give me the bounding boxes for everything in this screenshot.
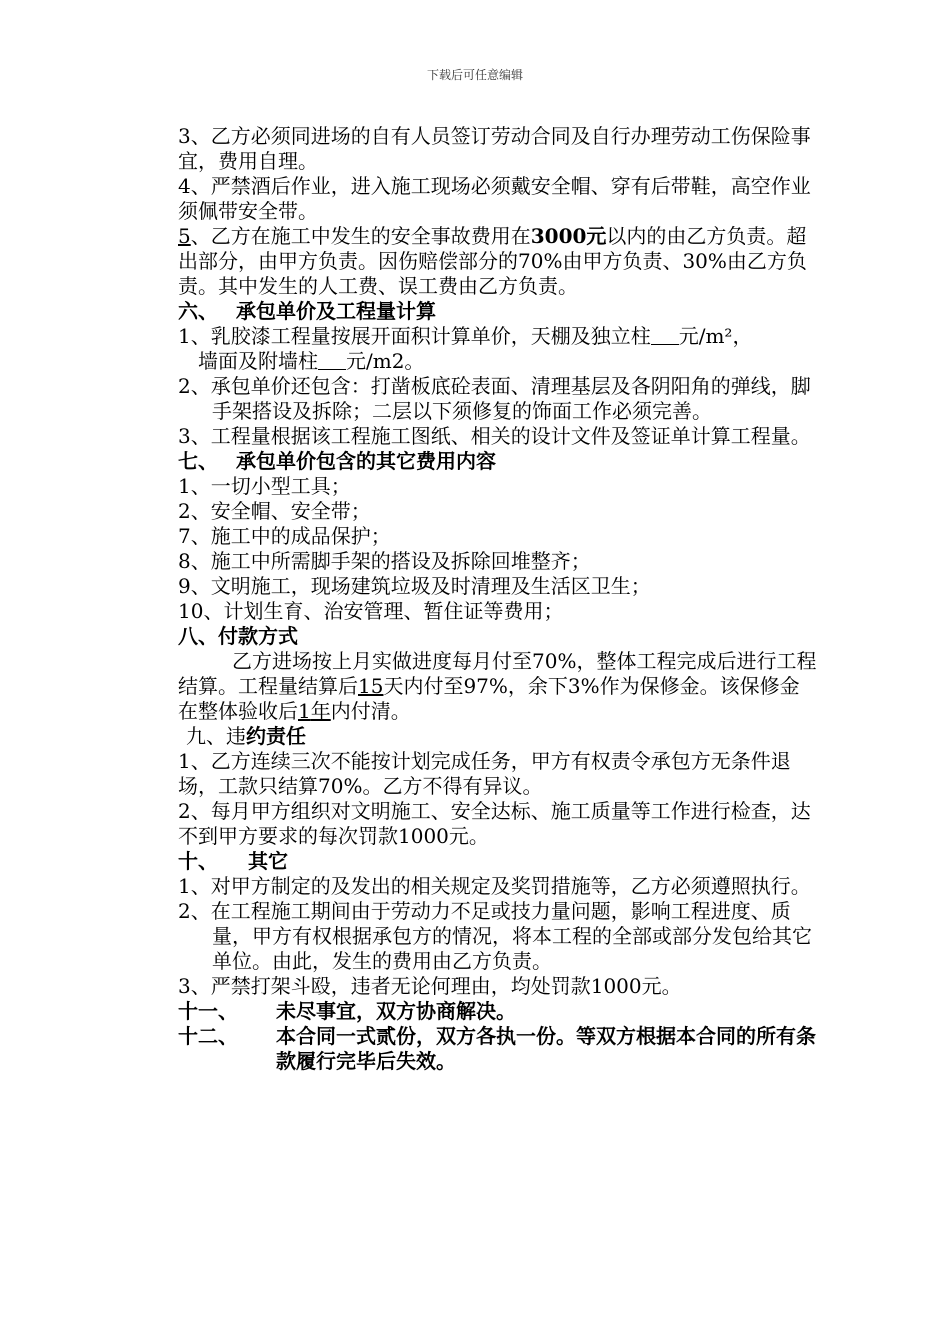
list-item: 9、文明施工，现场建筑垃圾及时清理及生活区卫生； bbox=[178, 574, 651, 598]
section-7-title: 承包单价包含的其它费用内容 bbox=[236, 449, 496, 473]
section-9-title-a: 九、违 bbox=[186, 724, 246, 748]
safety-item-4: 4、严禁酒后作业，进入施工现场必须戴安全帽、穿有后带鞋，高空作业须佩带安全带。 bbox=[178, 174, 811, 223]
section-9-item-1: 1、乙方连续三次不能按计划完成任务，甲方有权责令承包方无条件退场，工款只结算70%。乙方不得有异议。 bbox=[178, 749, 791, 798]
section-6-title: 承包单价及工程量计算 bbox=[236, 299, 436, 323]
section-10-heading bbox=[178, 849, 818, 874]
section-8-paragraph bbox=[178, 649, 818, 724]
page-header-note: 下载后可任意编辑 bbox=[426, 68, 523, 82]
safety-item-3: 3、乙方必须同进场的自有人员签订劳动合同及自行办理劳动工伤保险事宜，费用自理。 bbox=[178, 124, 811, 173]
section-9-item-2: 2、每月甲方组织对文明施工、安全达标、施工质量等工作进行检查，达不到甲方要求的每次罚款1000元。 bbox=[178, 799, 811, 848]
list-item: 8、施工中所需脚手架的搭设及拆除回堆整齐； bbox=[178, 549, 591, 573]
contract-body bbox=[178, 124, 818, 1074]
section-8-heading: 八、付款方式 bbox=[178, 624, 298, 648]
list-item: 10、计划生育、治安管理、暂住证等费用； bbox=[178, 599, 564, 623]
price-blank-ceiling bbox=[651, 326, 679, 345]
section-9-title-b: 约责任 bbox=[246, 724, 306, 748]
section-10-number: 十、 bbox=[178, 849, 218, 873]
section-10-title: 其它 bbox=[248, 849, 288, 873]
section-11-text: 未尽事宜，双方协商解决。 bbox=[276, 999, 516, 1023]
section-12 bbox=[178, 1024, 818, 1074]
section-12-number: 十二、 bbox=[178, 1024, 238, 1048]
section-6-item-1-a: 1、乳胶漆工程量按展开面积计算单价，天棚及独立柱 bbox=[178, 324, 651, 348]
warranty-years: 1 bbox=[298, 699, 311, 723]
section-6-item-2: 2、承包单价还包含：打凿板底砼表面、清理基层及各阴阳角的弹线，脚手架搭设及拆除；二层以下须修复的饰面工作必须完善。 bbox=[178, 374, 811, 423]
section-10-item-2: 2、在工程施工期间由于劳动力不足或技力量问题，影响工程进度、质量，甲方有权根据承包方的情况，将本工程的全部或部分发包给其它单位。由此，发生的费用由乙方负责。 bbox=[178, 899, 812, 973]
section-6-item-1-d: 元/m2。 bbox=[346, 349, 425, 373]
section-10-item-3: 3、严禁打架斗殴，违者无论何理由，均处罚款1000元。 bbox=[178, 974, 682, 998]
section-11 bbox=[178, 999, 818, 1024]
section-6-item-1 bbox=[178, 324, 818, 374]
price-blank-wall bbox=[318, 351, 346, 370]
section-6-heading bbox=[178, 299, 818, 324]
safety-amount: 3000元 bbox=[530, 224, 607, 248]
section-11-number: 十一、 bbox=[178, 999, 238, 1023]
section-8-text-d: 内付清。 bbox=[330, 699, 411, 723]
section-6-item-3: 3、工程量根据该工程施工图纸、相关的设计文件及签证单计算工程量。 bbox=[178, 424, 811, 448]
section-6-item-1-b: 元/m²， bbox=[678, 324, 753, 348]
safety-item-5-text-a: 、乙方在施工中发生的安全事故费用在 bbox=[190, 224, 531, 248]
section-12-text: 本合同一式贰份，双方各执一份。等双方根据本合同的所有条款履行完毕后失效。 bbox=[276, 1024, 816, 1073]
warranty-year-unit: 年 bbox=[310, 699, 331, 723]
section-7-heading bbox=[178, 449, 818, 474]
payment-days: 15 bbox=[358, 674, 384, 698]
list-item: 7、施工中的成品保护； bbox=[178, 524, 391, 548]
section-6-item-1-c: 墙面及附墙柱 bbox=[198, 349, 318, 373]
safety-item-5 bbox=[178, 224, 818, 299]
safety-item-5-num: 5 bbox=[178, 224, 191, 248]
section-10-item-1: 1、对甲方制定的及发出的相关规定及奖罚措施等，乙方必须遵照执行。 bbox=[178, 874, 811, 898]
section-9-heading bbox=[178, 724, 818, 749]
section-7-number: 七、 bbox=[178, 449, 218, 473]
section-6-number: 六、 bbox=[178, 299, 218, 323]
safety-item-5-text-b: 以内的由乙方负责。超出部分，由甲方负责。因伤赔偿部分的70%由甲方负责、30%由乙方负责。其中发生的人工费、误工费由乙方负责。 bbox=[178, 224, 807, 298]
list-item: 2、安全帽、安全带； bbox=[178, 499, 371, 523]
section-8-text-a: 乙方进场按上月实做进度每月付至70%，整体工程完成后进行工程结算。工程量结算后 bbox=[178, 649, 817, 698]
list-item: 1、一切小型工具； bbox=[178, 474, 351, 498]
section-8-text-b: 天内付至97%，余下3%作为保修金。该保修金在整体验收后 bbox=[178, 674, 800, 723]
